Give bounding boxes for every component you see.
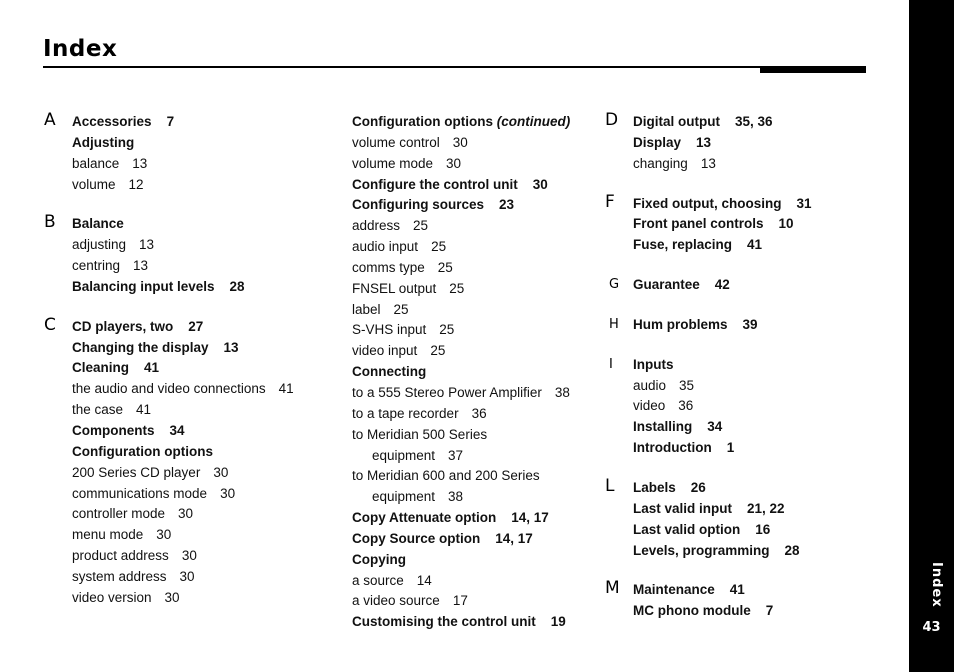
index-entry (352, 446, 570, 467)
entry-term: centring (72, 258, 121, 274)
section-letter: D (605, 110, 619, 130)
index-entry (352, 195, 570, 216)
entry-term: S-VHS input (352, 322, 427, 338)
page-reference[interactable]: 34 (707, 419, 723, 435)
entry-term: changing (633, 155, 688, 171)
index-entry (633, 355, 812, 376)
index-entry (352, 237, 570, 258)
index-entry (72, 546, 294, 567)
page-reference[interactable]: 30 (213, 464, 229, 480)
entry-term: label (352, 301, 381, 317)
entry-term: adjusting (72, 237, 127, 253)
page-reference[interactable]: 13 (223, 339, 239, 355)
entry-term: Accessories (72, 114, 152, 129)
entry-term: volume mode (352, 155, 434, 171)
page-reference[interactable]: 14, 17 (495, 530, 533, 546)
entry-term: video version (72, 589, 152, 605)
index-entry (72, 400, 294, 421)
page-reference[interactable]: 21, 22 (747, 500, 785, 516)
index-entry (72, 504, 294, 525)
entry-term: Labels (633, 479, 676, 495)
entry-term: Components (72, 422, 155, 438)
page-reference[interactable]: 10 (778, 216, 794, 232)
index-entry (352, 571, 570, 592)
page-reference[interactable]: 30 (532, 176, 548, 192)
entry-term: menu mode (72, 527, 144, 543)
page-reference[interactable]: 30 (178, 506, 194, 522)
page-reference[interactable]: 14 (416, 572, 432, 588)
index-section (44, 314, 294, 609)
section-letter: M (605, 578, 620, 599)
entry-term: Cleaning (72, 360, 130, 376)
entry-term: Changing the display (72, 339, 209, 355)
header-rule-accent (760, 66, 866, 73)
page-reference[interactable]: 7 (166, 114, 175, 129)
section-letter: G (609, 277, 620, 293)
entry-term: 200 Series CD player (72, 464, 201, 480)
index-entry (633, 601, 812, 622)
page-reference[interactable]: 30 (179, 568, 195, 584)
page-reference[interactable]: 26 (690, 479, 706, 495)
entry-term: MC phono module (633, 603, 751, 619)
page-number: 43 (922, 620, 941, 635)
entry-term: Copy Source option (352, 530, 481, 546)
page-reference[interactable]: 41 (144, 360, 160, 376)
page-reference[interactable]: 30 (156, 527, 172, 543)
index-section (605, 475, 812, 561)
entry-term: system address (72, 568, 167, 584)
index-entry (352, 404, 570, 425)
page-reference[interactable]: 19 (550, 614, 566, 630)
page-reference[interactable]: 17 (452, 593, 468, 609)
page-reference[interactable]: 25 (430, 343, 446, 359)
page-reference[interactable]: 41 (136, 402, 152, 418)
page-reference[interactable]: 41 (747, 237, 763, 253)
section-letter: C (44, 314, 56, 335)
page-reference[interactable]: 30 (220, 485, 236, 501)
entry-term: Display (633, 134, 682, 150)
side-tab-label: Index (929, 562, 944, 608)
index-entry (633, 133, 812, 154)
page-reference[interactable]: 38 (554, 384, 570, 400)
entry-term: Inputs (633, 356, 674, 372)
index-entry (633, 275, 812, 296)
index-entry (633, 376, 812, 397)
entry-term: comms type (352, 259, 425, 275)
index-entry (352, 258, 570, 279)
entry-term: Maintenance (633, 582, 715, 598)
index-entry (72, 421, 294, 442)
page-reference[interactable]: 30 (446, 155, 462, 171)
index-entry (352, 487, 570, 508)
entry-term: address (352, 218, 401, 234)
index-entry (352, 550, 570, 571)
index-entry (72, 175, 294, 196)
index-section (605, 578, 812, 622)
index-section (609, 275, 812, 296)
entry-term: Levels, programming (633, 542, 770, 558)
entry-term: CD players, two (72, 318, 174, 334)
entry-term: volume control (352, 134, 440, 150)
page-reference[interactable]: 28 (229, 278, 245, 294)
index-entry (72, 379, 294, 400)
entry-term: Balancing input levels (72, 278, 215, 294)
entry-term: balance (72, 155, 120, 171)
entry-term: Configuration options (352, 114, 493, 129)
index-entry (72, 463, 294, 484)
index-entry (72, 338, 294, 359)
entry-term: Hum problems (633, 316, 728, 332)
index-section (44, 212, 294, 297)
entry-term: Last valid option (633, 521, 741, 537)
page-reference[interactable]: 13 (696, 134, 712, 150)
page-reference[interactable]: 30 (181, 548, 197, 564)
page-reference[interactable]: 13 (700, 155, 716, 171)
page-reference[interactable]: 25 (413, 218, 429, 234)
index-entry (352, 425, 570, 446)
page-reference[interactable]: 39 (742, 316, 758, 332)
entry-term: Introduction (633, 440, 712, 456)
index-entry (72, 277, 294, 298)
index-section (352, 112, 570, 633)
page-reference[interactable]: 37 (448, 447, 464, 463)
section-letter: A (44, 110, 56, 130)
index-entry (633, 154, 812, 175)
entry-term: equipment (372, 489, 436, 505)
index-entry (72, 133, 294, 154)
index-entry (633, 417, 812, 438)
index-entry (633, 112, 812, 133)
page-reference[interactable]: 23 (499, 197, 515, 213)
entry-term: Digital output (633, 114, 720, 129)
entry-term: a video source (352, 593, 440, 609)
page-reference[interactable]: 7 (765, 603, 774, 619)
entry-term: Fixed output, choosing (633, 195, 782, 211)
entry-term: controller mode (72, 506, 166, 522)
page-title: Index (43, 36, 118, 62)
entry-term: Configuration options (72, 443, 213, 459)
index-entry (352, 508, 570, 529)
index-entry (72, 112, 294, 133)
entry-term: Last valid input (633, 500, 733, 516)
index-column-2 (352, 112, 570, 652)
entry-term: to Meridian 500 Series (352, 426, 488, 442)
section-letter: H (609, 316, 619, 332)
index-entry (72, 214, 294, 235)
index-entry (633, 541, 812, 562)
index-entry (72, 235, 294, 256)
page-reference[interactable]: 34 (169, 422, 185, 438)
page-reference[interactable]: 25 (439, 322, 455, 338)
page-reference[interactable]: 30 (452, 134, 468, 150)
entry-term: Fuse, replacing (633, 237, 733, 253)
entry-term: the case (72, 402, 124, 418)
index-column-3 (605, 110, 812, 641)
index-entry (633, 396, 812, 417)
entry-term: Connecting (352, 364, 427, 380)
page-reference[interactable]: 16 (755, 521, 771, 537)
entry-term: Copying (352, 551, 406, 567)
page-reference[interactable]: 27 (188, 318, 204, 334)
index-entry (352, 112, 570, 133)
page-reference[interactable]: 13 (133, 258, 149, 274)
page-reference[interactable]: 25 (431, 239, 447, 255)
index-entry (352, 529, 570, 550)
entry-term: volume (72, 176, 116, 192)
page-reference[interactable]: 35, 36 (734, 114, 773, 129)
header-rule (43, 66, 866, 68)
index-entry (633, 499, 812, 520)
entry-term: Balance (72, 216, 124, 232)
entry-term: audio input (352, 239, 419, 255)
section-letter: F (605, 191, 615, 212)
index-entry (633, 438, 812, 459)
index-section (609, 355, 812, 459)
index-entry (352, 383, 570, 404)
index-entry (352, 466, 570, 487)
index-entry (352, 133, 570, 154)
entry-term: Installing (633, 419, 693, 435)
entry-term: FNSEL output (352, 280, 437, 296)
index-entry (72, 442, 294, 463)
entry-term: Configuring sources (352, 197, 485, 213)
entry-term: video input (352, 343, 418, 359)
index-entry (72, 358, 294, 379)
page-reference[interactable]: 36 (678, 398, 694, 414)
page-reference[interactable]: 25 (393, 301, 409, 317)
entry-term: to Meridian 600 and 200 Series (352, 468, 540, 484)
index-entry (72, 525, 294, 546)
entry-term: a source (352, 572, 404, 588)
page-reference[interactable]: 41 (729, 582, 745, 598)
page-reference[interactable]: 14, 17 (511, 510, 549, 526)
index-entry (352, 612, 570, 633)
index-entry (633, 194, 812, 215)
page-reference[interactable]: 13 (132, 155, 148, 171)
page-reference[interactable]: 30 (164, 589, 180, 605)
index-section (44, 110, 294, 195)
index-entry (72, 567, 294, 588)
page-reference[interactable]: 12 (128, 176, 144, 192)
entry-term: video (633, 398, 666, 414)
entry-term: Guarantee (633, 277, 700, 293)
index-entry (72, 256, 294, 277)
page-reference[interactable]: 1 (726, 440, 735, 456)
section-letter: I (609, 356, 613, 372)
entry-term: equipment (372, 447, 436, 463)
page-reference[interactable]: 31 (796, 195, 812, 211)
entry-term: Copy Attenuate option (352, 510, 497, 526)
index-entry (633, 214, 812, 235)
index-entry (633, 315, 812, 336)
page-reference[interactable]: 38 (448, 489, 464, 505)
index-entry (72, 154, 294, 175)
entry-term: the audio and video connections (72, 381, 266, 397)
page-reference[interactable]: 13 (139, 237, 155, 253)
page-reference[interactable]: 42 (714, 277, 730, 293)
index-entry (72, 588, 294, 609)
index-entry (352, 279, 570, 300)
entry-term: Front panel controls (633, 216, 764, 232)
index-section (609, 315, 812, 336)
index-entry (352, 362, 570, 383)
index-entry (72, 317, 294, 338)
page-reference[interactable]: 41 (278, 381, 294, 397)
index-entry (352, 300, 570, 321)
entry-term: to a 555 Stereo Power Amplifier (352, 384, 542, 400)
index-entry (72, 484, 294, 505)
index-entry (352, 154, 570, 175)
page-reference[interactable]: 25 (449, 280, 465, 296)
index-entry (352, 216, 570, 237)
index-entry (633, 235, 812, 256)
index-entry (352, 591, 570, 612)
index-entry (352, 341, 570, 362)
index-entry (633, 580, 812, 601)
continued-note: (continued) (496, 114, 571, 129)
page-reference[interactable]: 36 (471, 405, 487, 421)
page-reference[interactable]: 35 (679, 377, 695, 393)
section-letter: B (44, 212, 56, 233)
index-entry (352, 175, 570, 196)
entry-term: Adjusting (72, 134, 135, 150)
index-column-1 (44, 110, 294, 628)
entry-term: product address (72, 548, 169, 564)
section-letter: L (605, 475, 615, 496)
entry-term: to a tape recorder (352, 405, 459, 421)
entry-term: Configure the control unit (352, 176, 518, 192)
index-entry (633, 478, 812, 499)
index-section (605, 110, 812, 175)
page-reference[interactable]: 25 (437, 259, 453, 275)
index-section (605, 191, 812, 257)
entry-term: audio (633, 377, 667, 393)
page-reference[interactable]: 28 (784, 542, 800, 558)
index-entry (352, 320, 570, 341)
index-entry (633, 520, 812, 541)
entry-term: communications mode (72, 485, 208, 501)
entry-term: Customising the control unit (352, 614, 536, 630)
